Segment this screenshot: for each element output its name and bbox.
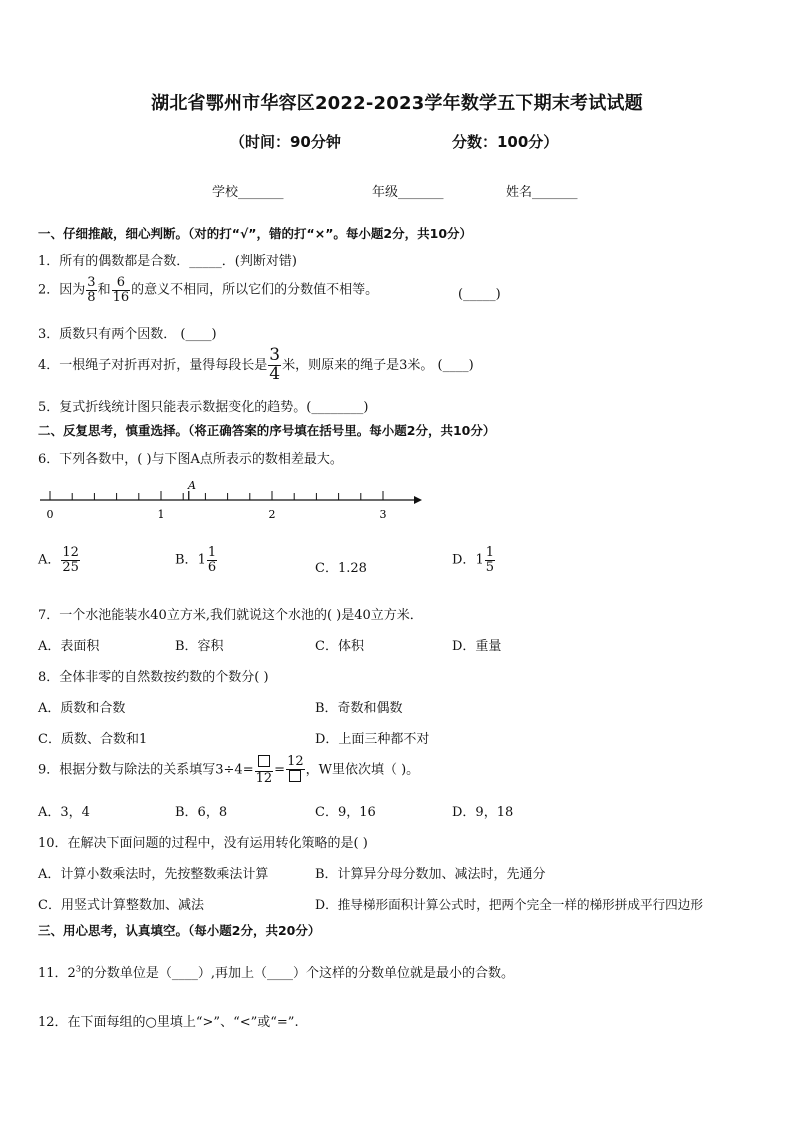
q4-den: 4 [269, 363, 281, 384]
question-2-blank[interactable]: (_____) [458, 287, 501, 302]
q8-option-b[interactable]: B．奇数和偶数 [315, 701, 403, 716]
fraction-6-16 [112, 276, 131, 304]
q4-post: 米，则原来的绳子是3米。 (____) [282, 357, 474, 373]
q4-num: 3 [269, 345, 281, 365]
q6-option-c[interactable]: C．1.28 [315, 561, 367, 576]
exam-title: 湖北省鄂州市华容区2022-2023学年数学五下期末考试试题 [151, 93, 643, 114]
q4-pre: 4．一根绳子对折再对折，量得每段长是 [38, 357, 268, 373]
q9-pre: 9．根据分数与除法的关系填写3÷4= [38, 762, 254, 778]
number-line [36, 478, 426, 528]
q2-pre: 2．因为 [38, 282, 86, 298]
fraction-3-4 [268, 347, 281, 384]
q9-f2-den-box [286, 770, 305, 786]
question-2 [38, 276, 378, 304]
fraction-3-8 [86, 276, 96, 304]
q7-option-a[interactable]: A．表面积 [38, 639, 100, 654]
q6-option-b[interactable] [175, 546, 218, 574]
q7-option-c[interactable]: C．体积 [315, 639, 364, 654]
exam-time: （时间：90分钟 [230, 133, 341, 151]
fraction-12-25 [61, 546, 80, 574]
section-2-heading: 二、反复思考，慎重选择。（将正确答案的序号填在括号里。每小题2分，共10分） [38, 423, 496, 438]
q10-option-a[interactable]: A．计算小数乘法时，先按整数乘法计算 [38, 867, 269, 882]
q7-option-d[interactable]: D．重量 [452, 639, 502, 654]
q6-a-label: A． [38, 552, 61, 568]
question-12: 12．在下面每组的○里填上“>”、“<”或“=”. [38, 1015, 299, 1030]
q7-option-b[interactable]: B．容积 [175, 639, 224, 654]
question-10: 10．在解决下面问题的过程中，没有运用转化策略的是( ) [38, 836, 368, 851]
q9-option-b[interactable]: B．6，8 [175, 805, 228, 820]
fraction-box-12 [255, 755, 274, 785]
point-a-label: A [188, 479, 196, 492]
q9-f1-den: 12 [255, 770, 273, 786]
q6-a-num: 12 [62, 545, 79, 560]
tick-label-2: 2 [268, 508, 276, 521]
question-7: 7．一个水池能装水40立方米,我们就说这个水池的( )是40立方米． [38, 608, 423, 623]
fraction-12-box [286, 755, 305, 785]
tick-label-0: 0 [46, 508, 54, 521]
q6-d-whole: 1 [475, 552, 484, 568]
tick-label-3: 3 [379, 508, 387, 521]
q9-f2-num: 12 [287, 754, 304, 769]
q6-b-label: B． [175, 552, 198, 568]
q9-post: ，W里依次填（ )。 [305, 762, 420, 778]
q6-d-num: 1 [485, 545, 494, 560]
q6-b-den: 6 [207, 559, 217, 575]
question-11 [38, 962, 514, 981]
q2-f1-num: 3 [87, 275, 96, 290]
q2-post: 的意义不相同，所以它们的分数值不相等。 [131, 282, 379, 298]
q2-f2-num: 6 [112, 276, 131, 291]
number-line-arrow [414, 496, 422, 504]
q9-option-c[interactable]: C．9，16 [315, 805, 376, 820]
question-3: 3．质数只有两个因数． (____) [38, 327, 217, 342]
question-4 [38, 347, 474, 384]
q11-post: 的分数单位是（____）,再加上（____）个这样的分数单位就是最小的合数。 [80, 966, 515, 981]
q2-mid: 和 [97, 282, 111, 298]
q9-option-a[interactable]: A．3，4 [38, 805, 90, 820]
q9-f1-num-box [255, 755, 274, 772]
q6-option-d[interactable] [452, 546, 496, 574]
q9-eq: = [274, 762, 286, 778]
q6-b-whole: 1 [197, 552, 206, 568]
q2-f2-den: 16 [112, 289, 130, 305]
name-field[interactable]: 姓名_______ [506, 185, 578, 200]
q10-option-d[interactable]: D．推导梯形面积计算公式时，把两个完全一样的梯形拼成平行四边形 [315, 897, 703, 912]
blank-box-icon [258, 755, 270, 767]
fraction-1-6 [207, 546, 217, 574]
section-1-heading: 一、仔细推敲，细心判断。（对的打“√”，错的打“×”。每小题2分，共10分） [38, 226, 473, 241]
q6-option-a[interactable] [38, 546, 81, 574]
q8-option-d[interactable]: D．上面三种都不对 [315, 732, 430, 747]
q2-f1-den: 8 [87, 289, 96, 305]
question-6: 6．下列各数中，( )与下图A点所表示的数相差最大。 [38, 452, 343, 467]
q6-a-den: 25 [62, 559, 79, 575]
section-3-heading: 三、用心思考，认真填空。（每小题2分，共20分） [38, 923, 321, 938]
question-9 [38, 755, 419, 785]
question-8: 8．全体非零的自然数按约数的个数分( ) [38, 670, 269, 685]
question-1: 1．所有的偶数都是合数．_____．(判断对错) [38, 254, 297, 269]
exam-score: 分数：100分） [452, 133, 559, 151]
q10-option-c[interactable]: C．用竖式计算整数加、减法 [38, 898, 204, 913]
question-5: 5．复式折线统计图只能表示数据变化的趋势。(________) [38, 400, 369, 415]
q9-option-d[interactable]: D．9，18 [452, 805, 514, 820]
school-field[interactable]: 学校_______ [212, 185, 284, 200]
blank-box-icon [289, 770, 301, 782]
q8-option-a[interactable]: A．质数和合数 [38, 701, 126, 716]
tick-label-1: 1 [157, 508, 165, 521]
q10-option-b[interactable]: B．计算异分母分数加、减法时，先通分 [315, 867, 546, 882]
q6-d-den: 5 [485, 559, 494, 575]
q11-sup: 3 [75, 964, 81, 974]
q8-option-c[interactable]: C．质数、合数和1 [38, 732, 148, 747]
fraction-1-5 [485, 546, 495, 574]
grade-field[interactable]: 年级_______ [372, 185, 444, 200]
number-line-ticks [50, 491, 383, 500]
q6-b-num: 1 [207, 545, 217, 560]
q6-d-label: D． [452, 552, 476, 568]
q11-pre: 11．2 [38, 966, 76, 981]
